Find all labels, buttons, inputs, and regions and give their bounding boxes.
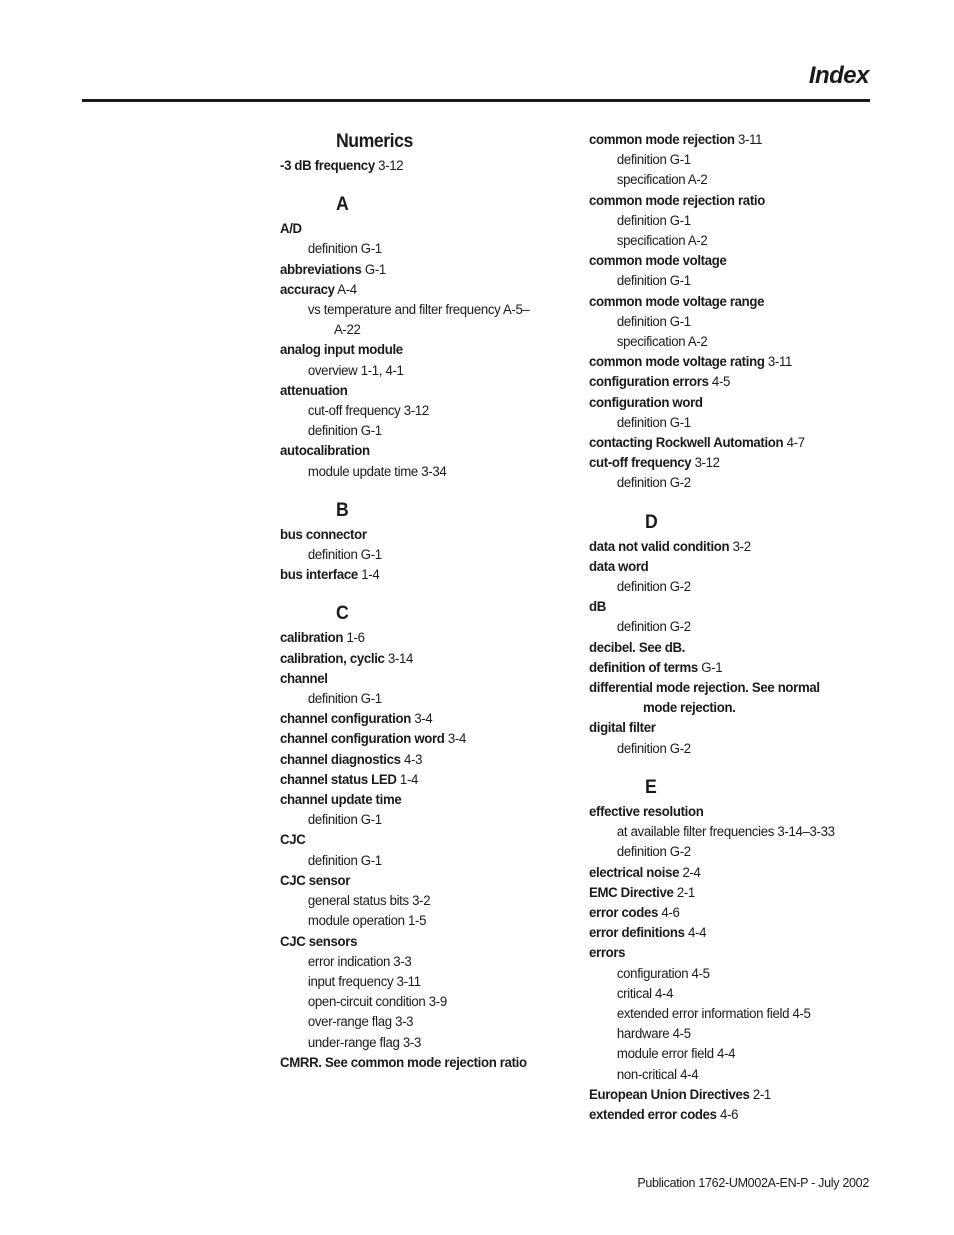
index-entry bbox=[589, 883, 868, 903]
index-subentry: definition G-1 bbox=[307, 241, 382, 258]
index-entry bbox=[589, 191, 868, 211]
index-subentry: specification A-2 bbox=[616, 172, 708, 189]
index-subentry: non-critical 4-4 bbox=[616, 1066, 699, 1083]
index-entry bbox=[280, 280, 559, 300]
index-entry bbox=[280, 669, 559, 689]
index-subentry: hardware 4-5 bbox=[616, 1026, 691, 1043]
page-reference: 3-11 bbox=[738, 132, 763, 148]
index-term: configuration errors bbox=[589, 374, 709, 391]
index-entry bbox=[280, 1053, 559, 1073]
page-reference: 2-4 bbox=[682, 864, 701, 881]
page-title: Index bbox=[808, 62, 869, 89]
index-entry bbox=[589, 557, 868, 577]
index-section-heading: C bbox=[336, 603, 349, 625]
index-entry bbox=[589, 1105, 868, 1125]
index-subentry: definition G-1 bbox=[307, 691, 382, 708]
index-term: contacting Rockwell Automation bbox=[589, 435, 784, 452]
index-subentry: critical 4-4 bbox=[616, 985, 674, 1002]
publication-footer: Publication 1762-UM002A-EN-P - July 2002 bbox=[637, 1176, 869, 1190]
index-column-right bbox=[589, 130, 889, 1125]
index-subentry: definition G-1 bbox=[616, 273, 691, 290]
index-term: European Union Directives bbox=[589, 1086, 750, 1103]
index-subentry: definition G-1 bbox=[616, 212, 691, 229]
index-subentry: specification A-2 bbox=[616, 334, 708, 351]
index-entry bbox=[589, 802, 868, 822]
index-term: common mode voltage rating bbox=[589, 354, 765, 371]
index-entry bbox=[280, 340, 559, 360]
index-term: definition of terms bbox=[589, 659, 698, 676]
page-reference: 4-3 bbox=[404, 751, 423, 768]
index-entry bbox=[589, 433, 868, 453]
index-entry bbox=[280, 830, 559, 850]
index-subentry: module error field 4-4 bbox=[616, 1046, 736, 1063]
index-subentry: open-circuit condition 3-9 bbox=[307, 994, 447, 1011]
index-entry bbox=[589, 678, 868, 698]
index-subentry: input frequency 3-11 bbox=[307, 973, 421, 990]
index-entry bbox=[589, 393, 868, 413]
index-column-left bbox=[280, 131, 580, 1073]
index-entry bbox=[280, 565, 559, 585]
index-term: channel bbox=[280, 670, 328, 687]
page-reference: 4-6 bbox=[720, 1106, 739, 1123]
index-term: calibration, cyclic bbox=[280, 650, 385, 667]
page-reference: 3-12 bbox=[378, 158, 404, 174]
page-reference: 4-6 bbox=[661, 904, 680, 921]
index-subentry: overview 1-1, 4-1 bbox=[307, 362, 404, 379]
index-section-heading: E bbox=[645, 776, 657, 798]
index-term: bus connector bbox=[280, 526, 367, 543]
index-section-heading: A bbox=[336, 194, 349, 216]
index-subentry: under-range flag 3-3 bbox=[307, 1034, 421, 1051]
index-subentry: vs temperature and filter frequency A-5– bbox=[307, 302, 530, 319]
index-entry bbox=[280, 709, 559, 729]
index-subentry: module update time 3-34 bbox=[307, 463, 447, 480]
index-entry bbox=[589, 943, 868, 963]
index-term: common mode rejection ratio bbox=[589, 192, 765, 209]
index-term: cut-off frequency bbox=[589, 455, 692, 472]
index-subentry: specification A-2 bbox=[616, 233, 708, 250]
index-subentry: at available filter frequencies 3-14–3-33 bbox=[616, 824, 835, 841]
index-entry bbox=[280, 156, 559, 176]
index-section-heading: Numerics bbox=[336, 131, 413, 152]
index-term: decibel. See dB. bbox=[589, 639, 685, 656]
index-term: CJC sensors bbox=[280, 933, 358, 950]
header-rule bbox=[82, 99, 870, 102]
page-reference: 3-11 bbox=[767, 354, 793, 371]
page-reference: 1-4 bbox=[361, 567, 380, 584]
page-reference: 4-7 bbox=[786, 435, 805, 452]
index-subentry: configuration 4-5 bbox=[616, 965, 710, 982]
index-entry bbox=[589, 130, 868, 150]
index-entry bbox=[589, 1085, 868, 1105]
index-entry bbox=[589, 903, 868, 923]
index-subentry: definition G-2 bbox=[616, 844, 691, 861]
index-term: CJC bbox=[280, 832, 306, 849]
index-term: A/D bbox=[280, 221, 302, 238]
index-subentry: definition G-2 bbox=[616, 579, 691, 596]
index-entry bbox=[589, 718, 868, 738]
index-entry bbox=[589, 453, 868, 473]
page-reference: 3-4 bbox=[447, 731, 466, 748]
index-subentry: definition G-1 bbox=[616, 152, 691, 169]
index-term-continuation: mode rejection. bbox=[642, 700, 736, 717]
index-section-heading: B bbox=[336, 499, 349, 521]
index-term: effective resolution bbox=[589, 803, 704, 820]
index-term: error codes bbox=[589, 904, 659, 921]
index-subentry: definition G-2 bbox=[616, 619, 691, 636]
index-term: digital filter bbox=[589, 720, 656, 737]
index-term: common mode voltage range bbox=[589, 293, 765, 310]
index-entry bbox=[589, 292, 868, 312]
index-subentry: over-range flag 3-3 bbox=[307, 1014, 414, 1031]
page-reference: 4-5 bbox=[711, 374, 731, 391]
index-term: channel status LED bbox=[280, 771, 397, 788]
index-term: accuracy bbox=[280, 281, 335, 298]
index-entry bbox=[589, 372, 868, 392]
index-term: common mode rejection bbox=[589, 132, 735, 148]
page-reference: 3-4 bbox=[414, 711, 433, 728]
index-subentry: definition G-2 bbox=[616, 740, 691, 757]
index-subentry: definition G-1 bbox=[616, 313, 691, 330]
index-term: bus interface bbox=[280, 567, 358, 584]
index-subentry: definition G-1 bbox=[307, 423, 382, 440]
index-term: CMRR. See common mode rejection ratio bbox=[280, 1054, 527, 1071]
index-term: differential mode rejection. See normal bbox=[589, 680, 820, 697]
index-entry bbox=[280, 932, 559, 952]
index-subentry: extended error information field 4-5 bbox=[616, 1005, 811, 1022]
index-entry bbox=[280, 750, 559, 770]
index-subentry-continuation: A-22 bbox=[333, 322, 361, 339]
index-subentry: cut-off frequency 3-12 bbox=[307, 403, 429, 420]
index-entry bbox=[280, 441, 559, 461]
index-entry bbox=[589, 251, 868, 271]
page-reference: 3-2 bbox=[732, 538, 751, 555]
index-subentry: definition G-2 bbox=[616, 475, 691, 492]
index-term: -3 dB frequency bbox=[280, 158, 375, 174]
index-entry bbox=[280, 219, 559, 239]
page-reference: G-1 bbox=[701, 659, 723, 676]
index-term: dB bbox=[589, 599, 606, 616]
page-reference: 4-4 bbox=[687, 925, 707, 942]
index-entry bbox=[589, 923, 868, 943]
index-entry bbox=[589, 597, 868, 617]
index-term: analog input module bbox=[280, 342, 403, 359]
index-entry bbox=[280, 525, 559, 545]
index-entry bbox=[280, 649, 559, 669]
index-subentry: definition G-1 bbox=[307, 852, 382, 869]
page-reference: 3-14 bbox=[387, 650, 414, 667]
page-reference: 1-6 bbox=[346, 630, 365, 647]
index-entry bbox=[589, 658, 868, 678]
index-term: common mode voltage bbox=[589, 253, 727, 270]
index-term: configuration word bbox=[589, 394, 703, 411]
index-entry bbox=[280, 770, 559, 790]
index-term: channel configuration bbox=[280, 711, 411, 728]
index-term: errors bbox=[589, 945, 626, 962]
index-term: CJC sensor bbox=[280, 872, 351, 889]
index-entry bbox=[589, 863, 868, 883]
index-subentry: module operation 1-5 bbox=[307, 913, 427, 930]
index-term: error definitions bbox=[589, 925, 685, 942]
index-term: calibration bbox=[280, 630, 344, 647]
index-entry bbox=[280, 871, 559, 891]
index-subentry: general status bits 3-2 bbox=[307, 893, 431, 910]
index-term: attenuation bbox=[280, 382, 348, 399]
index-term: abbreviations bbox=[280, 261, 362, 278]
index-term: channel update time bbox=[280, 792, 402, 809]
index-subentry: error indication 3-3 bbox=[307, 953, 412, 970]
index-term: EMC Directive bbox=[589, 884, 674, 901]
page-reference: 2-1 bbox=[752, 1086, 771, 1103]
index-entry bbox=[280, 260, 559, 280]
index-subentry: definition G-1 bbox=[616, 414, 691, 431]
index-term: autocalibration bbox=[280, 443, 370, 460]
index-subentry: definition G-1 bbox=[307, 547, 382, 564]
page-reference: G-1 bbox=[364, 261, 386, 278]
index-entry bbox=[589, 352, 868, 372]
index-term: channel diagnostics bbox=[280, 751, 401, 768]
page-reference: 2-1 bbox=[676, 884, 695, 901]
index-entry bbox=[280, 381, 559, 401]
index-entry bbox=[280, 628, 559, 648]
index-entry bbox=[589, 638, 868, 658]
index-subentry: definition G-1 bbox=[307, 812, 382, 829]
index-term: data word bbox=[589, 558, 649, 575]
index-entry bbox=[280, 729, 559, 749]
index-term: electrical noise bbox=[589, 864, 680, 881]
index-term: data not valid condition bbox=[589, 538, 730, 555]
page-reference: 3-12 bbox=[694, 455, 720, 472]
page-reference: A-4 bbox=[337, 281, 357, 298]
page-reference: 1-4 bbox=[399, 771, 419, 788]
index-term: extended error codes bbox=[589, 1106, 717, 1123]
index-term: channel configuration word bbox=[280, 731, 445, 748]
index-entry bbox=[589, 537, 868, 557]
index-section-heading: D bbox=[645, 511, 658, 533]
index-entry bbox=[280, 790, 559, 810]
